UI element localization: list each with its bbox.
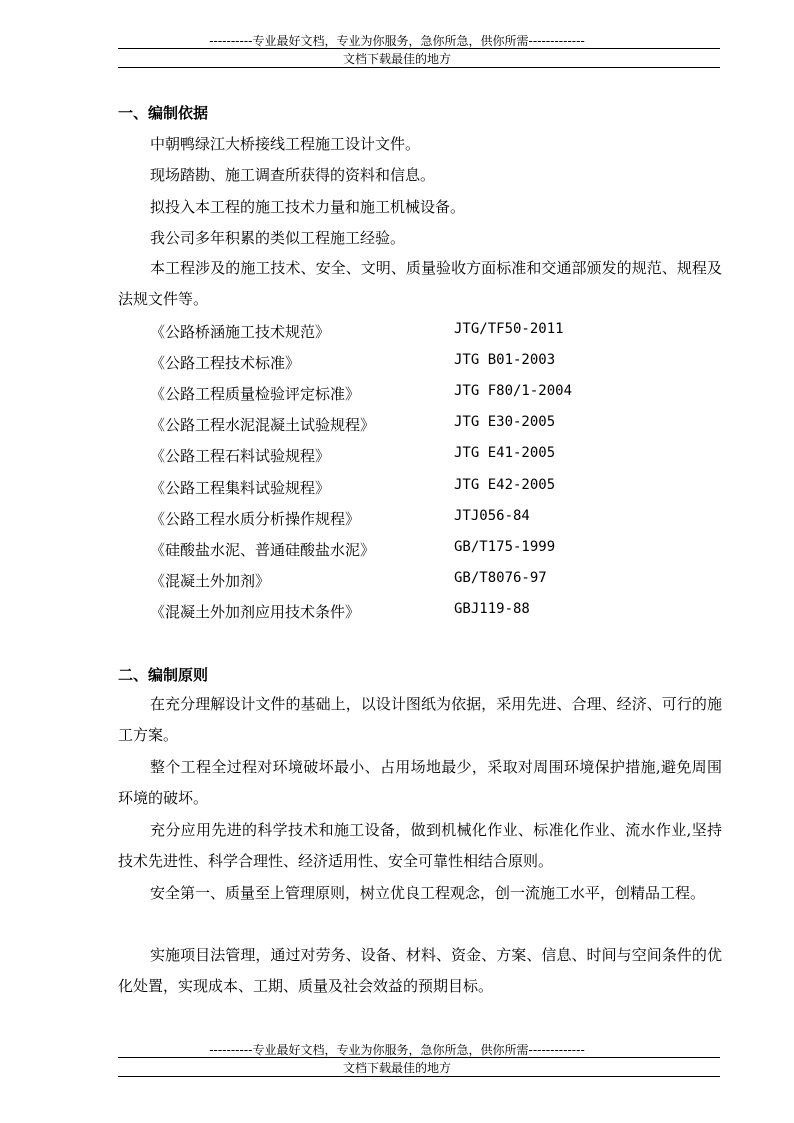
standard-name: 《公路工程技术标准》 xyxy=(150,354,301,372)
footer-rule xyxy=(118,1057,720,1058)
header-rule xyxy=(118,48,720,49)
standard-code: GB/T175-1999 xyxy=(454,539,556,555)
section1-heading: 一、编制依据 xyxy=(118,104,209,122)
standard-name: 《混凝土外加剂应用技术条件》 xyxy=(150,603,361,621)
footer-subtitle: 文档下载最佳的地方 xyxy=(342,1061,451,1075)
standard-code: JTG E30-2005 xyxy=(454,414,556,430)
standard-row xyxy=(150,477,710,497)
basis-line-3: 拟投入本工程的施工技术力量和施工机械设备。 xyxy=(150,198,466,216)
standard-code: GB/T8076-97 xyxy=(454,570,547,586)
section2-heading: 二、编制原则 xyxy=(118,666,209,684)
standard-row xyxy=(150,570,710,590)
standard-code: JTJ056-84 xyxy=(454,508,530,524)
standard-name: 《混凝土外加剂》 xyxy=(150,572,271,590)
standard-code: JTG B01-2003 xyxy=(454,352,556,368)
standard-row xyxy=(150,601,710,621)
principle-paragraph-3: 充分应用先进的科学技术和施工设备，做到机械化作业、标准化作业、流水作业,坚持技术先进性、科学合理性、经济适用性、安全可靠性相结合原则。 xyxy=(118,821,722,870)
standard-name: 《公路工程石料试验规程》 xyxy=(150,447,331,465)
principle-paragraph-2: 整个工程全过程对环境破坏最小、占用场地最少，采取对周围环境保护措施,避免周围环境的破坏。 xyxy=(118,758,722,807)
standard-name: 《公路工程水泥混凝土试验规程》 xyxy=(150,416,376,434)
standard-code: JTG F80/1-2004 xyxy=(454,383,573,399)
basis-line-1: 中朝鸭绿江大桥接线工程施工设计文件。 xyxy=(150,135,421,153)
standard-name: 《公路工程质量检验评定标准》 xyxy=(150,385,361,403)
standard-code: JTG/TF50-2011 xyxy=(454,321,564,337)
standard-name: 《硅酸盐水泥、普通硅酸盐水泥》 xyxy=(150,541,376,559)
principle-paragraph-1: 在充分理解设计文件的基础上，以设计图纸为依据，采用先进、合理、经济、可行的施工方案。 xyxy=(118,695,722,744)
principle-paragraph-5: 实施项目法管理，通过对劳务、设备、材料、资金、方案、信息、时间与空间条件的优化处置，实现成本、工期、质量及社会效益的预期目标。 xyxy=(118,946,722,995)
header-bottom-rule xyxy=(118,67,720,68)
principle-paragraph-4: 安全第一、质量至上管理原则，树立优良工程观念，创一流施工水平，创精品工程。 xyxy=(150,884,706,902)
standard-row xyxy=(150,508,710,528)
standard-row xyxy=(150,352,710,372)
basis-line-4: 我公司多年积累的类似工程施工经验。 xyxy=(150,229,406,247)
header-subtitle: 文档下载最佳的地方 xyxy=(342,52,451,66)
header-tagline: ----------专业最好文档，专业为你服务，急你所急，供你所需------------- xyxy=(209,34,585,48)
standard-name: 《公路工程水质分析操作规程》 xyxy=(150,510,361,528)
standard-name: 《公路工程集料试验规程》 xyxy=(150,479,331,497)
basis-line-2: 现场踏勘、施工调查所获得的资料和信息。 xyxy=(150,166,436,184)
basis-paragraph: 本工程涉及的施工技术、安全、文明、质量验收方面标准和交通部颁发的规范、规程及法规文件等。 xyxy=(118,259,722,308)
standard-row xyxy=(150,414,710,434)
footer-tagline: ----------专业最好文档，专业为你服务，急你所急，供你所需------------- xyxy=(209,1043,585,1057)
standard-code: JTG E42-2005 xyxy=(454,477,556,493)
standard-code: GBJ119-88 xyxy=(454,601,530,617)
standard-row xyxy=(150,539,710,559)
standard-row xyxy=(150,321,710,341)
standard-code: JTG E41-2005 xyxy=(454,445,556,461)
footer-bottom-rule xyxy=(118,1076,720,1077)
standard-row xyxy=(150,445,710,465)
standard-row xyxy=(150,383,710,403)
standard-name: 《公路桥涵施工技术规范》 xyxy=(150,323,331,341)
